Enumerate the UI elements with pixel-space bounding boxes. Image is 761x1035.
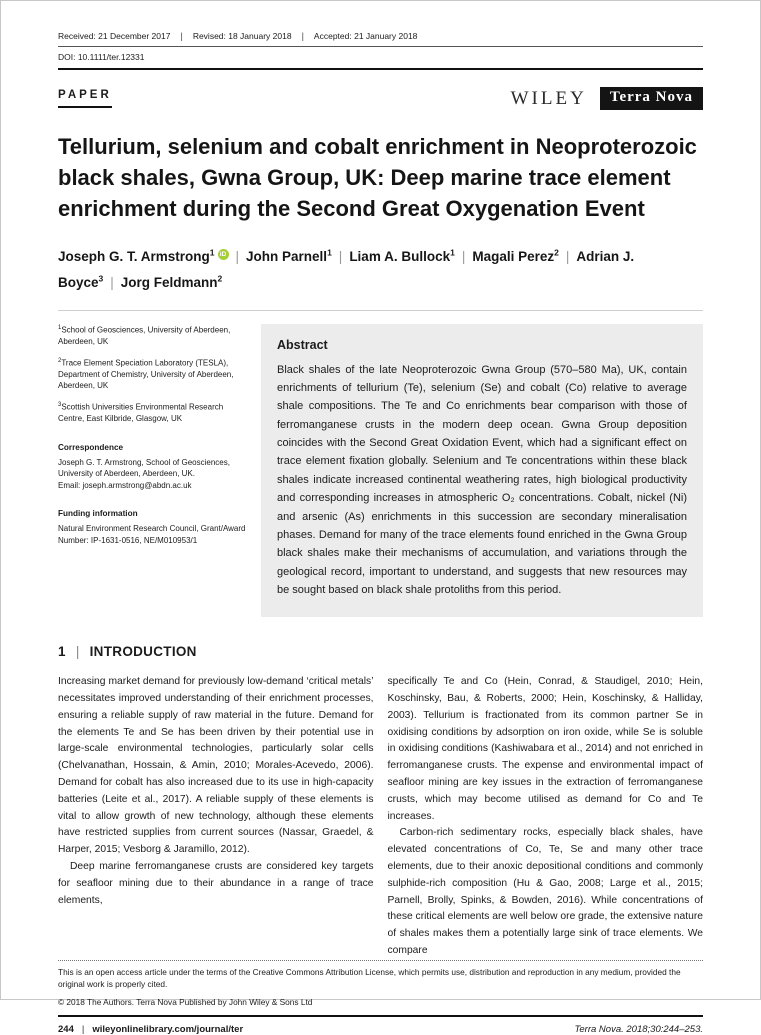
author: Magali Perez$^2$	[472, 247, 559, 265]
right-column	[388, 674, 704, 959]
page-number: 244	[58, 1023, 74, 1035]
separator-bar: |	[110, 275, 114, 291]
separator-bar: |	[301, 31, 304, 41]
accepted-date: Accepted: 21 January 2018	[313, 31, 418, 41]
section-heading-introduction	[58, 644, 703, 659]
affiliation: $^3$Scottish Universities Environmental Research Centre, East Kilbride, Glasgow, UK	[58, 401, 224, 424]
separator-bar: |	[565, 249, 570, 265]
separator-bar: |	[461, 249, 466, 265]
funding-text: Natural Environment Research Council, Grant/Award Number: IP-1631-0516, NE/M010953/1	[58, 524, 246, 545]
orcid-icon[interactable]: iD	[218, 249, 229, 260]
paragraph: Deep marine ferromanganese crusts are considered key targets for seafloor mining due to their abundance in a range of trace elements,	[58, 860, 374, 906]
author: Adrian J. Boyce$^3$	[58, 249, 635, 291]
article-title: Tellurium, selenium and cobalt enrichment in Neoproterozoic black shales, Gwna Group, UK: Deep marine trace element enrichment during the Second Great Oxygenation Event	[58, 134, 697, 221]
paragraph: specifically Te and Co (Hein, Conrad, & Staudigel, 2010; Hein, Koschinsky, Bau, & Roberts, 2000; Hein, Koschinsky, & Halliday, 2003). Tellurium is fractionated from its common partner Se in oxidising conditions by adsorption on iron oxide, while Se is soluble in oxidising conditions (Kashiwabara et al., 2014) and not enriched in ferromanganese crusts. The expense and environmental impact of seafloor mining are key issues in the extraction of ferromanganese crusts, which may become utilised as demand for Co and Te increases.	[387, 676, 703, 822]
author: Joseph G. T. Armstrong$^1$ iD	[58, 249, 229, 264]
funding-heading: Funding information	[58, 509, 138, 519]
license-note: This is an open access article under the terms of the Creative Commons Attribution License, which permits use, distribution and reproduction in any medium, provided the original work is properly cited.	[58, 966, 681, 990]
left-column	[58, 674, 374, 959]
separator-bar: |	[338, 249, 343, 265]
correspondence-block	[58, 442, 248, 492]
affiliation: $^1$School of Geosciences, University of Aberdeen, Aberdeen, UK	[58, 324, 231, 346]
abstract-text: Black shales of the late Neoproterozoic Gwna Group (570–580 Ma), UK, contain enrichments of tellurium (Te), selenium (Se) and cobalt (Co) relative to average shale compositions. The Te and Co enrichments bear comparison with those of ferromanganese crusts in the modern deep ocean. Gwna Group deposition coincides with the Second Great Oxidation Event, which had a significant effect on trace element fixation globally. Selenium and Te concentrations within these black shales indicate increased continental weathering rates, high biological productivity and corresponding increases in atmospheric O₂ concentrations. Cobalt, nickel (Ni) and arsenic (As) enrichments in this succession are secondary mineralisation phases. Demand for many of the trace elements found enriched in the Gwna Group black shales make their mechanisms of accumulation, and variations through the geological record, important to understand, and suggests that new resources may be sought based on black shale protoliths from this period.	[277, 363, 687, 596]
wiley-logo: WILEY	[510, 87, 587, 109]
journal-url[interactable]: wileyonlinelibrary.com/journal/ter	[92, 1023, 244, 1035]
correspondence-email[interactable]: Email: joseph.armstrong@abdn.ac.uk	[58, 480, 192, 490]
article-history	[58, 31, 703, 46]
paper-type-label: PAPER	[58, 89, 112, 108]
affiliations-and-abstract	[58, 324, 703, 618]
affiliation-superscript: 2	[217, 273, 223, 284]
affiliation-superscript: 2	[554, 247, 559, 258]
author: Jorg Feldmann$^2$	[120, 273, 223, 291]
citation: Terra Nova. 2018;30:244–253.	[574, 1023, 703, 1035]
affiliation-superscript: 3	[98, 273, 104, 284]
funding-block	[58, 508, 248, 546]
received-date: Received: 21 December 2017	[58, 31, 171, 41]
article-header	[58, 31, 703, 110]
correspondence-text: Joseph G. T. Armstrong, School of Geosciences, University of Aberdeen, Aberdeen, UK.	[58, 457, 230, 479]
author-list	[58, 244, 703, 295]
paragraph: Carbon-rich sedimentary rocks, especially black shales, have elevated concentrations of Co, Te, Se and many other trace elements, due to their anoxic depositional conditions and commonly sulphide-rich composition (Hu & Gao, 2008; Large et al., 2015; Parnell, Brolly, Spinks, & Bowden, 2016). While concentrations of these critical elements are well below ore grade, the extensive nature of shales makes them a potentially large sink of trace elements. We compare	[387, 827, 703, 956]
paragraph: Increasing market demand for previously low-demand ‘critical metals’ necessitates improved understanding of their enrichment processes, ensuring a reliable supply of raw material in the future. Demand for the elements Te and Se has been driven by their potential use in large-scale environmental technologies, particularly solar cells (Chelvanathan, Hossain, & Amin, 2010; Morales-Acevedo, 2006). Demand for cobalt has also increased due to its use in high-capacity batteries (Leite et al., 2017). A reliable supply of these elements is vital to allow growth of new technology, although these elements have restricted supplies from current sources (Nassar, Graedel, & Harper, 2015; Vesborg & Jaramillo, 2012).	[58, 676, 374, 856]
separator-bar: |	[180, 31, 183, 41]
affiliation-superscript: 1	[327, 247, 332, 258]
separator-bar: |	[75, 644, 80, 660]
abstract-heading: Abstract	[277, 337, 328, 352]
publisher-logos	[511, 87, 703, 110]
terra-nova-logo: Terra Nova	[600, 87, 703, 110]
author: John Parnell$^1$	[246, 247, 332, 265]
paper-type-row	[58, 87, 703, 110]
affiliation-superscript: 1	[450, 247, 455, 258]
correspondence-heading: Correspondence	[58, 442, 124, 452]
footer-left	[58, 1024, 243, 1035]
divider	[58, 960, 703, 961]
introduction-body	[58, 674, 703, 959]
affiliation: $^2$Trace Element Speciation Laboratory (TESLA), Department of Chemistry, University of Aberdeen, Aberdeen, UK	[58, 357, 234, 391]
section-title: INTRODUCTION	[89, 644, 197, 660]
copyright-note: © 2018 The Authors. Terra Nova Published by John Wiley & Sons Ltd	[58, 996, 313, 1007]
author: Liam A. Bullock$^1$	[349, 247, 455, 265]
page-footer	[58, 960, 703, 1035]
divider	[58, 68, 703, 70]
divider	[58, 310, 703, 311]
doi: DOI: 10.1111/ter.12331	[58, 52, 145, 62]
affiliation-superscript: 1	[209, 247, 215, 258]
abstract-box	[261, 324, 703, 618]
separator-bar: |	[235, 249, 240, 265]
running-footer	[58, 1015, 703, 1035]
section-number: 1	[58, 644, 66, 660]
affiliations-sidebar	[58, 324, 248, 618]
separator-bar: |	[81, 1023, 85, 1035]
revised-date: Revised: 18 January 2018	[192, 31, 292, 41]
